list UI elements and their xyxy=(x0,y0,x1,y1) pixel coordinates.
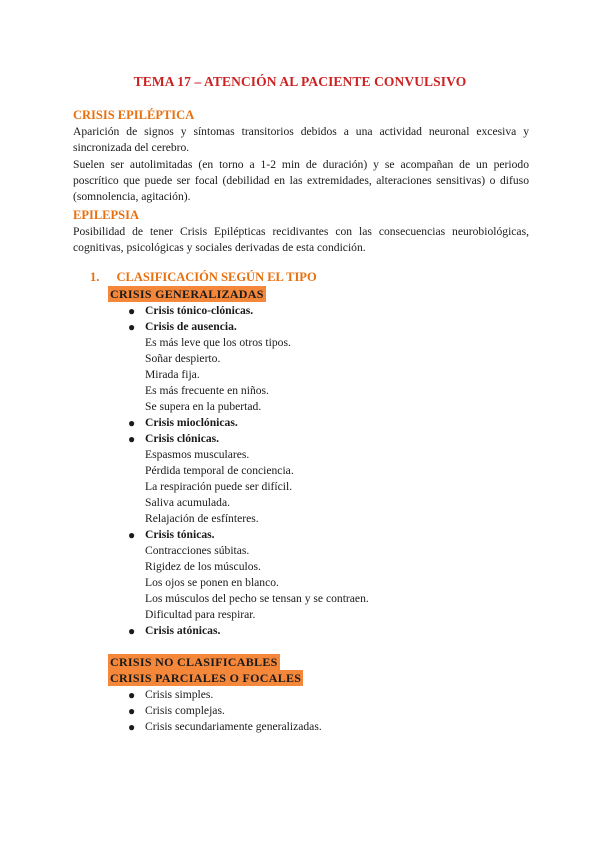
detail-line: Espasmos musculares. xyxy=(145,448,250,461)
heading-crisis-epileptica: CRISIS EPILÉPTICA xyxy=(73,108,195,122)
detail-line: Los ojos se ponen en blanco. xyxy=(145,576,279,589)
list-item-tonicas: Crisis tónicas. xyxy=(145,528,215,541)
list-item-complejas: Crisis complejas. xyxy=(145,704,225,717)
bullet-glyph: ● xyxy=(128,528,136,542)
detail-line: Contracciones súbitas. xyxy=(145,544,250,557)
bullet-glyph: ● xyxy=(128,304,136,318)
bullet-glyph: ● xyxy=(128,416,136,430)
detail-line: Los músculos del pecho se tensan y se contraen. xyxy=(145,592,369,605)
bullet-glyph: ● xyxy=(128,720,136,734)
detail-line: Mirada fija. xyxy=(145,368,200,381)
list-item-secundariamente: Crisis secundariamente generalizadas. xyxy=(145,720,322,733)
list-item-tonico-clonicas: Crisis tónico-clónicas. xyxy=(145,304,254,317)
list-item-clonicas: Crisis clónicas. xyxy=(145,432,220,445)
section-heading: CLASIFICACIÓN SEGÚN EL TIPO xyxy=(116,270,317,284)
paragraph-epilepsia-def: Posibilidad de tener Crisis Epilépticas recidivantes con las consecuencias neurobiológicas, cognitivas, psicológicas y sociales derivadas de esta condición. xyxy=(73,225,529,255)
highlight-crisis-generalizadas: CRISIS GENERALIZADAS xyxy=(110,287,264,301)
list-item-ausencia: Crisis de ausencia. xyxy=(145,320,237,333)
bullet-glyph: ● xyxy=(128,688,136,702)
paragraph-crisis-periodo: Suelen ser autolimitadas (en torno a 1-2 min de duración) y se acompañan de un periodo poscrítico que puede ser focal (debilidad en las extremidades, alteraciones sensitivas) o difuso (somnolencia, agitación). xyxy=(73,158,529,204)
detail-line: La respiración puede ser difícil. xyxy=(145,480,293,493)
detail-line: Saliva acumulada. xyxy=(145,496,230,509)
detail-line: Rigidez de los músculos. xyxy=(145,560,261,573)
section-number: 1. xyxy=(90,270,100,284)
list-item-atonicas: Crisis atónicas. xyxy=(145,624,221,637)
document-title: TEMA 17 – ATENCIÓN AL PACIENTE CONVULSIVO xyxy=(133,74,467,89)
detail-line: Dificultad para respirar. xyxy=(145,608,256,621)
section-clasificacion xyxy=(90,270,317,285)
bullet-glyph: ● xyxy=(128,704,136,718)
highlight-crisis-parciales: CRISIS PARCIALES O FOCALES xyxy=(110,671,302,685)
detail-line: Es más frecuente en niños. xyxy=(145,384,269,397)
highlight-crisis-no-clasificables: CRISIS NO CLASIFICABLES xyxy=(110,655,278,669)
bullet-glyph: ● xyxy=(128,624,136,638)
detail-line: Es más leve que los otros tipos. xyxy=(145,336,291,349)
heading-epilepsia: EPILEPSIA xyxy=(73,208,139,222)
bullet-glyph: ● xyxy=(128,432,136,446)
detail-line: Relajación de esfínteres. xyxy=(145,512,259,525)
detail-line: Soñar despierto. xyxy=(145,352,221,365)
paragraph-crisis-def: Aparición de signos y síntomas transitorios debidos a una actividad neuronal excesiva y sincronizada del cerebro. xyxy=(73,125,529,155)
detail-line: Se supera en la pubertad. xyxy=(145,400,262,413)
detail-line: Pérdida temporal de conciencia. xyxy=(145,464,294,477)
list-item-simples: Crisis simples. xyxy=(145,688,214,701)
bullet-glyph: ● xyxy=(128,320,136,334)
list-item-mioclonicas: Crisis mioclónicas. xyxy=(145,416,238,429)
